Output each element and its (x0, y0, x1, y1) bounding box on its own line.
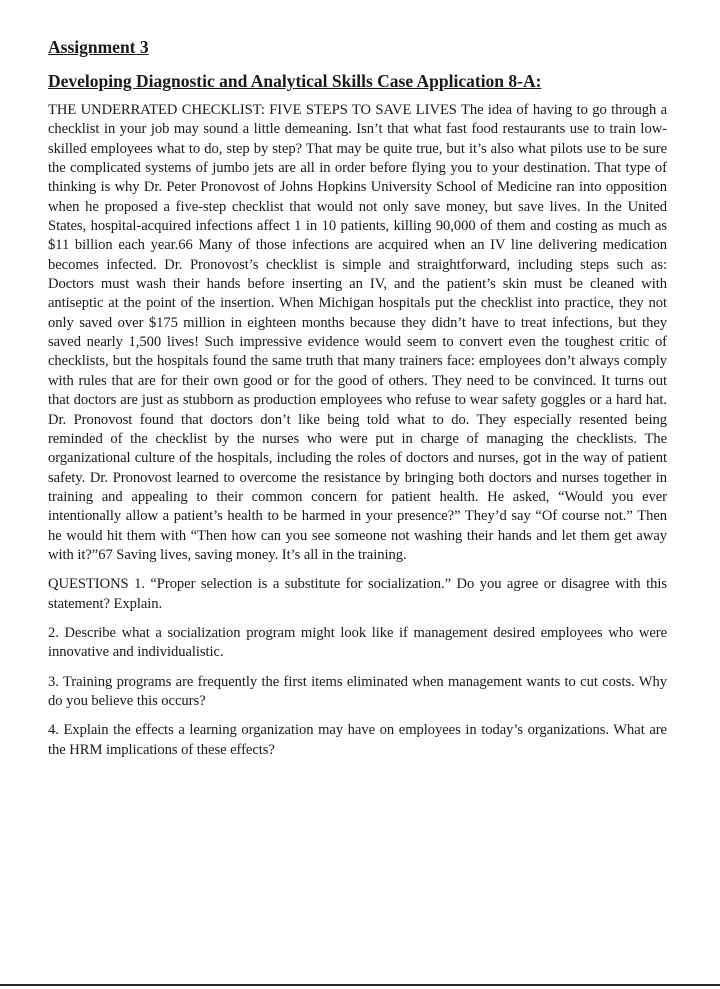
assignment-title: Assignment 3 (48, 37, 149, 57)
case-text: THE UNDERRATED CHECKLIST: FIVE STEPS TO SAVE LIVES The idea of having to go through a checklist in your job may sound a little demeaning. Isn’t that what fast food restaurants use to train low-skilled employees what to do, step by step? That may be quite true, but it’s also what pilots use to be sure the complicated systems of jumbo jets are all in order before flying you to your destination. That type of thinking is why Dr. Peter Pronovost of Johns Hopkins University School of Medicine ran into opposition when he proposed a five-step checklist that would not only save money, but save lives. In the United States, hospital-acquired infections affect 1 in 10 patients, killing 90,000 of them and costing as much as $11 billion each year.66 Many of those infections are acquired when an IV line delivering medication becomes infected. Dr. Pronovost’s checklist is simple and straightforward, including steps such as: Doctors must wash their hands before inserting an IV, and the patient’s skin must be cleaned with antiseptic at the point of the insertion. When Michigan hospitals put the checklist into practice, they not only saved over $175 million in eighteen months because they didn’t have to treat infections, but they saved nearly 1,500 lives! Such impressive evidence would seem to convert even the toughest critic of checklists, but the hospitals found the same truth that many trainers face: employees don’t always comply with rules that are for their own good or for the good of others. They need to be convinced. It turns out that doctors are just as stubborn as production employees who refuse to wear safety goggles or a hard hat. Dr. Pronovost found that doctors don’t like being told what to do. They especially resented being reminded of the checklist by the nurses who were put in charge of managing the checklists. The organizational culture of the hospitals, including the roles of doctors and nurses, got in the way of patient safety. Dr. Pronovost learned to overcome the resistance by bringing both doctors and nurses together in training and appealing to their common concern for patient health. He asked, “Would you ever intentionally allow a patient’s health to be harmed in your presence?” They’d say “Of course not.” Then he would hit them with “Then how can you see someone not washing their hands and let them get away with it?”67 Saving lives, saving money. It’s all in the training. (48, 102, 667, 563)
page-bottom-rule (0, 984, 720, 986)
question-3: 3. Training programs are frequently the first items eliminated when management wants to cut costs. Why do you believe this occurs? (48, 673, 667, 709)
question-2: 2. Describe what a socialization program might look like if management desired employees who were innovative and individualistic. (48, 624, 667, 661)
question-1: QUESTIONS 1. “Proper selection is a substitute for socialization.” Do you agree or disagree with this statement? Explain. (48, 576, 667, 612)
question-4: 4. Explain the effects a learning organization may have on employees in today’s organizations. What are the HRM implications of these effects? (48, 722, 667, 758)
case-title: Developing Diagnostic and Analytical Skills Case Application 8-A: (48, 71, 542, 91)
document-page (48, 36, 667, 770)
